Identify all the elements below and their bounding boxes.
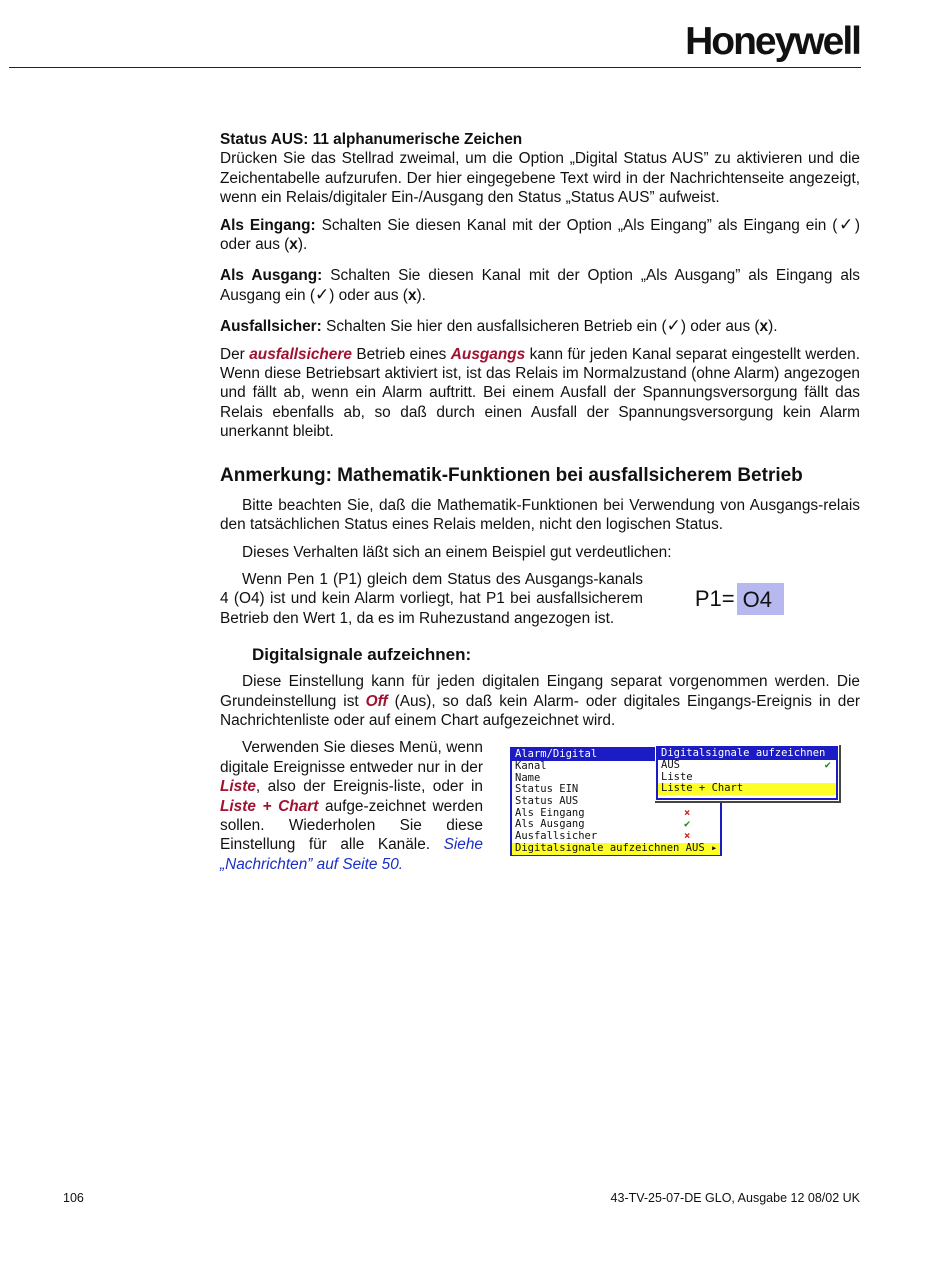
digital-para-2 [220,738,483,874]
document-reference: 43-TV-25-07-DE GLO, Ausgabe 12 08/02 UK [610,1191,860,1205]
note-para-1: Bitte beachten Sie, daß die Mathematik-Funktionen bei Verwendung von Ausgangs-relais den tatsächlichen Status eines Relais melden, nicht den logischen Status. [220,496,860,534]
submenu-title: Digitalsignale aufzeichnen [658,748,836,760]
menu-item-label: Name [515,771,541,784]
liste-highlight: Liste [220,778,256,796]
digital-para-2-block [220,738,483,874]
x-icon: x [759,318,769,336]
ausfallsicher-rest-text: kann für jeden Kanal separat eingestellt werden. Wenn diese Betriebsart aktiviert ist, ist das Relais im Normalzustand (ohne Alarm) angezogen und fällt ab, wenn ein Alarm auftritt. Bei einem Ausfall der Spannungsversorgung fällt das Relais ebenfalls ab, so daß durch einen Ausfall der Spannungsversorgung kein Alarm unerkannt bleibt. [220,345,860,441]
digital-menu-row [220,738,860,874]
note-heading: Anmerkung: Mathematik-Funktionen bei ausfallsicherem Betrieb [220,464,803,486]
check-icon: ✓ [666,316,681,337]
note-para-3: Wenn Pen 1 (P1) gleich dem Status des Ausgangs-kanals 4 (O4) ist und kein Alarm vorliegt, hat P1 bei ausfallsicherem Betrieb den Wert 1, da es im Ruhezustand angezogen ist. [220,570,643,627]
als-eingang-label: Als Eingang: [220,216,316,234]
menu-item-label: Ausfallsicher [515,830,598,843]
der-text: Der [220,345,245,363]
off-highlight: Off [365,692,388,710]
ausfallsichere-highlight: ausfallsichere [249,345,352,363]
ausfallsicher-label: Ausfallsicher: [220,318,322,336]
menu-item-label: Status AUS [515,795,579,808]
menu-item-digitalsignale-selected[interactable]: Digitalsignale aufzeichnen AUS ▸ [512,843,720,855]
digital-para-2-a: Verwenden Sie dieses Menü, wenn digitale Ereignisse entweder nur in der [220,739,483,776]
formula-rhs-box: O4 [737,583,784,615]
submenu-item-liste[interactable]: Liste [661,770,693,783]
example-row [220,570,860,628]
als-ausgang-para [220,266,860,305]
cross-icon: × [684,806,691,819]
als-eingang-para [220,216,860,255]
page-number: 106 [63,1191,84,1205]
digital-para-1-a: Diese Einstellung kann für jeden digitalen Eingang separat vorgenommen werden. Die Grundeinstellung ist [220,673,860,710]
menu-item-label: Kanal [515,760,547,773]
formula-p1-o4 [695,583,784,615]
off-end-text: ). [297,236,308,254]
header-rule [9,67,861,68]
submenu-item-liste-chart[interactable]: Liste + Chart [658,783,836,795]
status-aus-title: Status AUS: 11 alphanumerische Zeichen [220,131,523,148]
ausfallsicher-description [220,345,860,442]
off-end-text: ). [768,318,778,336]
menu-item-label: Status EIN [515,783,579,796]
honeywell-logo: Honeywell [685,20,860,63]
check-icon: ✔ [684,818,691,831]
ausfallsicher-para [220,317,860,336]
submenu-item-aus[interactable] [658,760,836,772]
digital-para-1-b: (Aus), so daß kein Alarm- oder digitales Eingangs-Ereignis in der Nachrichtenliste oder auf einem Chart aufgezeichnet wird. [220,692,861,729]
als-ausgang-label: Als Ausgang: [220,267,323,285]
off-mid-text: ) oder aus ( [680,318,760,336]
liste-chart-highlight: Liste + Chart [220,797,319,815]
status-aus-text: Drücken Sie das Stellrad zweimal, um die Option „Digital Status AUS” zu aktivieren und die Zeichentabelle aufzurufen. Der hier eingegebene Text wird in der Nachrichtenseite angezeigt, wenn ein Relais/digitaler Ein-/Ausgang den Status „Status AUS” aufweist. [220,150,860,207]
off-mid-text: ) oder aus ( [329,286,408,304]
digital-para-1 [220,672,860,730]
check-icon: ✔ [824,759,831,772]
note-para-2: Dieses Verhalten läßt sich an einem Beispiel gut verdeutlichen: [242,543,672,561]
menu-screenshot [510,746,840,862]
page-content [220,130,860,874]
als-eingang-text: Schalten Sie diesen Kanal mit der Option „Als Eingang” als Eingang ein ( [321,216,838,234]
cross-icon: × [684,830,691,843]
x-icon: x [289,236,298,254]
formula-lhs: P1= [694,586,735,612]
menu-item-label: Als Eingang [515,806,585,819]
digital-para-2-b: , also der Ereignis-liste, oder in [255,778,483,796]
ausfallsicher-text: Schalten Sie hier den ausfallsicheren Betrieb ein ( [326,318,667,336]
submenu-item-label: AUS [661,759,680,772]
off-mid-text: ) oder aus ( [220,216,860,254]
betrieb-eines-text: Betrieb eines [356,345,447,363]
als-ausgang-text: Schalten Sie diesen Kanal mit der Option „Als Ausgang” als Eingang als Ausgang ein ( [220,267,860,304]
off-end-text: ). [416,286,426,304]
ausgangs-highlight: Ausgangs [450,345,526,363]
menu-item-label: Als Ausgang [515,818,585,831]
digital-heading: Digitalsignale aufzeichnen: [252,645,472,665]
check-icon: ✓ [837,214,855,235]
menu-title: Alarm/Digital [512,749,720,761]
nachrichten-link[interactable]: Siehe „Nachrichten” auf Seite 50. [220,836,483,873]
x-icon: x [407,286,417,304]
digital-para-2-c: aufge-zeichnet werden sollen. Wiederholen Sie diese Einstellung für alle Kanäle. [220,797,484,854]
check-icon: ✓ [314,284,330,305]
digitalsignale-submenu [656,746,838,800]
